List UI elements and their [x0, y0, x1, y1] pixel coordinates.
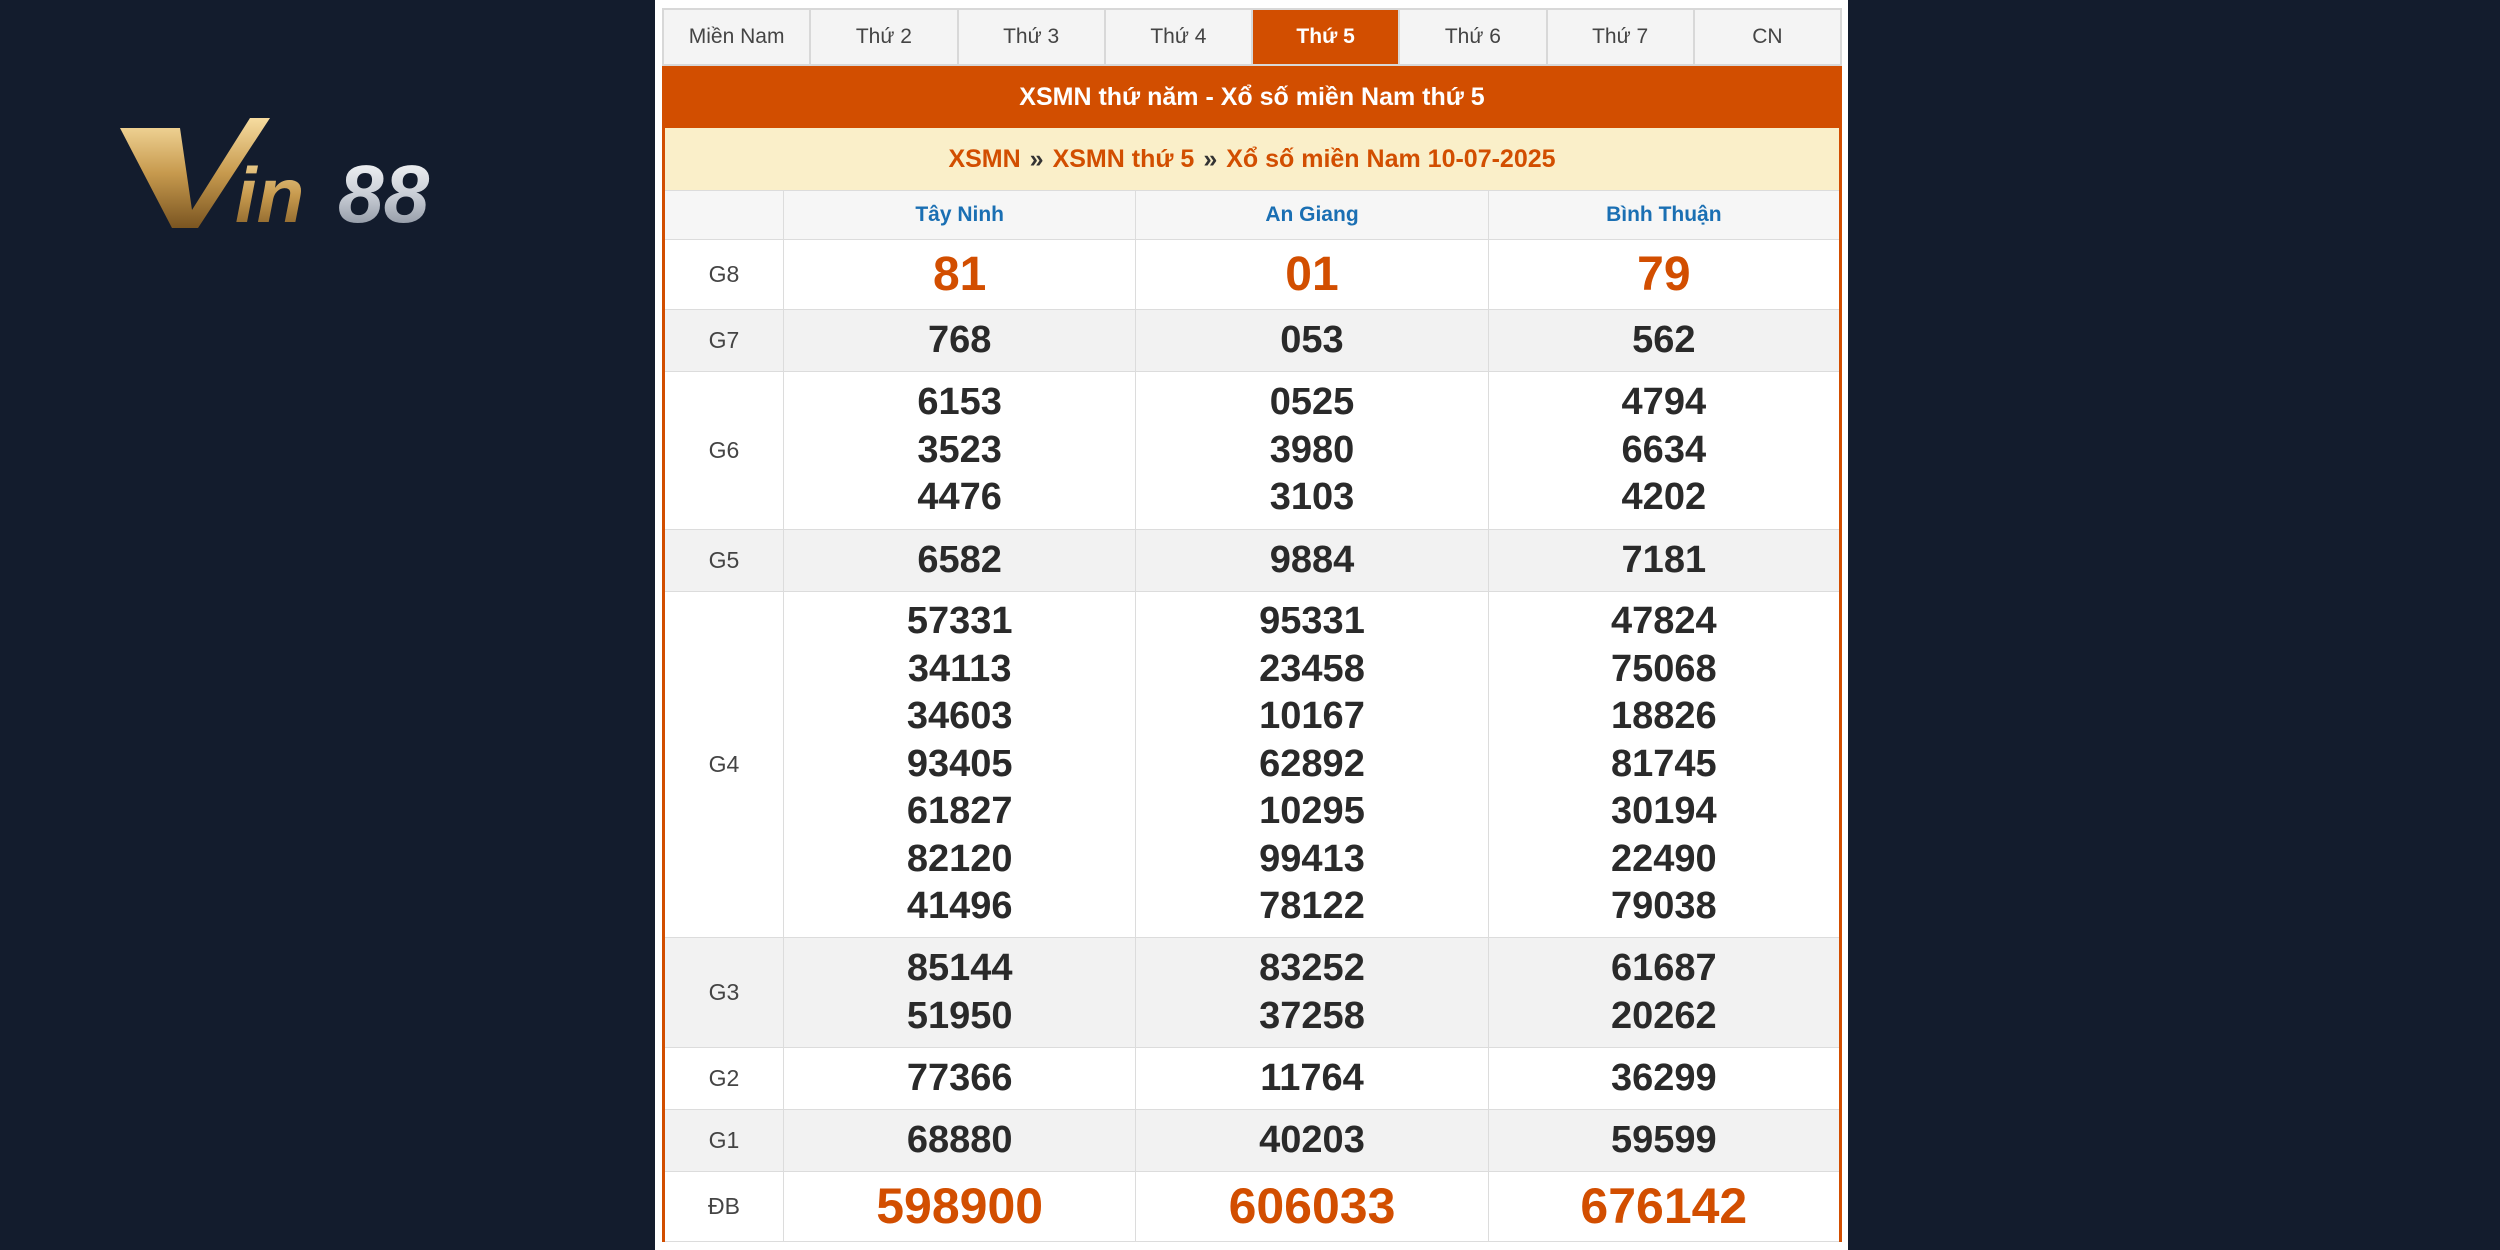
prize-number: 01: [1285, 247, 1339, 301]
prize-cell: [784, 1172, 1136, 1242]
prize-number: 85144: [906, 947, 1013, 989]
prize-row: [664, 592, 1841, 938]
prize-cell: [1488, 592, 1840, 938]
prize-cell: [784, 310, 1136, 372]
prize-number: 6634: [1621, 428, 1707, 471]
prize-number: 36299: [1610, 1056, 1717, 1099]
prize-cell: [784, 530, 1136, 592]
prize-cell: [784, 592, 1136, 938]
prize-cell: [784, 1110, 1136, 1172]
prize-number: 78122: [1259, 885, 1365, 928]
prize-cell: [1136, 1110, 1488, 1172]
prize-cell: [784, 372, 1136, 530]
prize-number: 6153: [917, 381, 1002, 424]
prize-cell: [1136, 530, 1488, 592]
prize-number: 768: [927, 318, 992, 361]
prize-label: G8: [664, 240, 784, 310]
day-tabs: [662, 8, 1842, 66]
prize-cell: [1136, 1172, 1488, 1242]
tab-cn[interactable]: CN: [1695, 10, 1840, 64]
prize-cell: [1136, 938, 1488, 1048]
prize-number: 99413: [1259, 837, 1365, 880]
prize-row: [664, 938, 1841, 1048]
prize-number: 61827: [906, 790, 1013, 833]
prize-cell: [1488, 1048, 1840, 1110]
vin88-logo: [120, 110, 490, 240]
prize-number: 053: [1280, 318, 1344, 361]
tab-thu-6[interactable]: Thứ 6: [1400, 10, 1547, 64]
prize-number: 9884: [1269, 538, 1355, 581]
prize-number: 4202: [1621, 476, 1707, 519]
tab-mien-nam[interactable]: Miền Nam: [664, 10, 811, 64]
prize-number: 37258: [1259, 994, 1365, 1037]
prize-cell: [1488, 938, 1840, 1048]
prize-number: 47824: [1610, 600, 1717, 643]
prize-number: 11764: [1260, 1056, 1364, 1099]
prize-number: 22490: [1610, 837, 1717, 880]
prize-number: 40203: [1259, 1118, 1365, 1161]
prize-number: 34113: [907, 647, 1012, 690]
prize-number: 4794: [1621, 381, 1707, 424]
prize-number: 34603: [906, 695, 1013, 738]
prize-number: 23458: [1259, 647, 1365, 690]
prize-number: 0525: [1269, 381, 1355, 424]
prize-number: 10295: [1259, 790, 1365, 833]
prize-row: [664, 1110, 1841, 1172]
prize-row: [664, 310, 1841, 372]
prize-number: 4476: [917, 476, 1002, 519]
svg-text:88: 88: [338, 149, 430, 240]
header-blank: [664, 191, 784, 240]
prize-number: 676142: [1580, 1177, 1748, 1234]
prize-cell: [1136, 310, 1488, 372]
prize-number: 82120: [906, 837, 1013, 880]
prize-number: 83252: [1259, 947, 1365, 989]
prize-number: 3523: [917, 428, 1002, 471]
prize-number: 81745: [1610, 742, 1717, 785]
prize-number: 79: [1637, 247, 1691, 301]
prize-number: 41496: [906, 885, 1013, 928]
prize-label: ĐB: [664, 1172, 784, 1242]
prize-row: [664, 530, 1841, 592]
prize-row: [664, 240, 1841, 310]
prize-label: G2: [664, 1048, 784, 1110]
page-title: XSMN thứ năm - Xổ số miền Nam thứ 5: [662, 66, 1842, 128]
prize-number: 68880: [906, 1118, 1013, 1161]
prize-row: [664, 372, 1841, 530]
tab-thu-3[interactable]: Thứ 3: [959, 10, 1106, 64]
prize-number: 57331: [906, 600, 1013, 643]
prize-cell: [1488, 1172, 1840, 1242]
lottery-panel: [655, 0, 1848, 1250]
prize-label: G7: [664, 310, 784, 372]
prize-rows: [664, 240, 1841, 1242]
results-table: [662, 190, 1842, 1242]
prize-cell: [784, 240, 1136, 310]
prize-label: G5: [664, 530, 784, 592]
breadcrumb-date[interactable]: Xổ số miền Nam 10-07-2025: [1226, 144, 1556, 173]
prize-number: 606033: [1228, 1177, 1396, 1234]
prize-label: G6: [664, 372, 784, 530]
prize-cell: [1136, 1048, 1488, 1110]
prize-cell: [1488, 1110, 1840, 1172]
prize-number: 95331: [1259, 600, 1365, 643]
province-an-giang[interactable]: An Giang: [1136, 191, 1488, 240]
prize-label: G1: [664, 1110, 784, 1172]
tab-thu-5[interactable]: Thứ 5: [1253, 10, 1400, 64]
prize-cell: [1136, 240, 1488, 310]
prize-number: 30194: [1610, 790, 1717, 833]
prize-number: 6582: [917, 538, 1002, 581]
prize-number: 3103: [1269, 476, 1355, 519]
breadcrumb-separator: »: [1203, 144, 1218, 173]
prize-number: 79038: [1610, 885, 1717, 928]
prize-number: 62892: [1259, 742, 1365, 785]
prize-number: 59599: [1610, 1118, 1717, 1161]
prize-number: 598900: [876, 1177, 1044, 1234]
prize-number: 20262: [1610, 994, 1717, 1037]
prize-number: 51950: [906, 994, 1013, 1037]
prize-cell: [784, 1048, 1136, 1110]
breadcrumb-xsmn[interactable]: XSMN: [948, 144, 1021, 173]
province-header-row: [664, 191, 1841, 240]
prize-cell: [1136, 372, 1488, 530]
prize-number: 61687: [1610, 947, 1717, 989]
prize-number: 81: [932, 247, 987, 301]
breadcrumb-xsmn-thu-5[interactable]: XSMN thứ 5: [1052, 144, 1195, 173]
prize-cell: [1488, 372, 1840, 530]
tab-thu-7[interactable]: Thứ 7: [1548, 10, 1695, 64]
prize-cell: [1136, 592, 1488, 938]
prize-number: 10167: [1259, 695, 1365, 738]
prize-number: 562: [1632, 318, 1696, 361]
prize-number: 75068: [1610, 647, 1717, 690]
prize-label: G4: [664, 592, 784, 938]
prize-row: [664, 1048, 1841, 1110]
prize-cell: [784, 938, 1136, 1048]
prize-number: 93405: [906, 742, 1013, 785]
breadcrumb-separator: »: [1029, 144, 1044, 173]
tab-thu-2[interactable]: Thứ 2: [811, 10, 958, 64]
prize-cell: [1488, 240, 1840, 310]
prize-cell: [1488, 530, 1840, 592]
prize-number: 18826: [1610, 695, 1717, 738]
prize-cell: [1488, 310, 1840, 372]
breadcrumb: [662, 128, 1842, 190]
prize-row: [664, 1172, 1841, 1242]
tab-thu-4[interactable]: Thứ 4: [1106, 10, 1253, 64]
province-binh-thuan[interactable]: Bình Thuận: [1488, 191, 1840, 240]
prize-number: 3980: [1269, 428, 1355, 471]
prize-label: G3: [664, 938, 784, 1048]
province-tay-ninh[interactable]: Tây Ninh: [784, 191, 1136, 240]
prize-number: 77366: [906, 1056, 1013, 1099]
prize-number: 7181: [1621, 538, 1707, 581]
svg-text:in: in: [235, 151, 305, 239]
